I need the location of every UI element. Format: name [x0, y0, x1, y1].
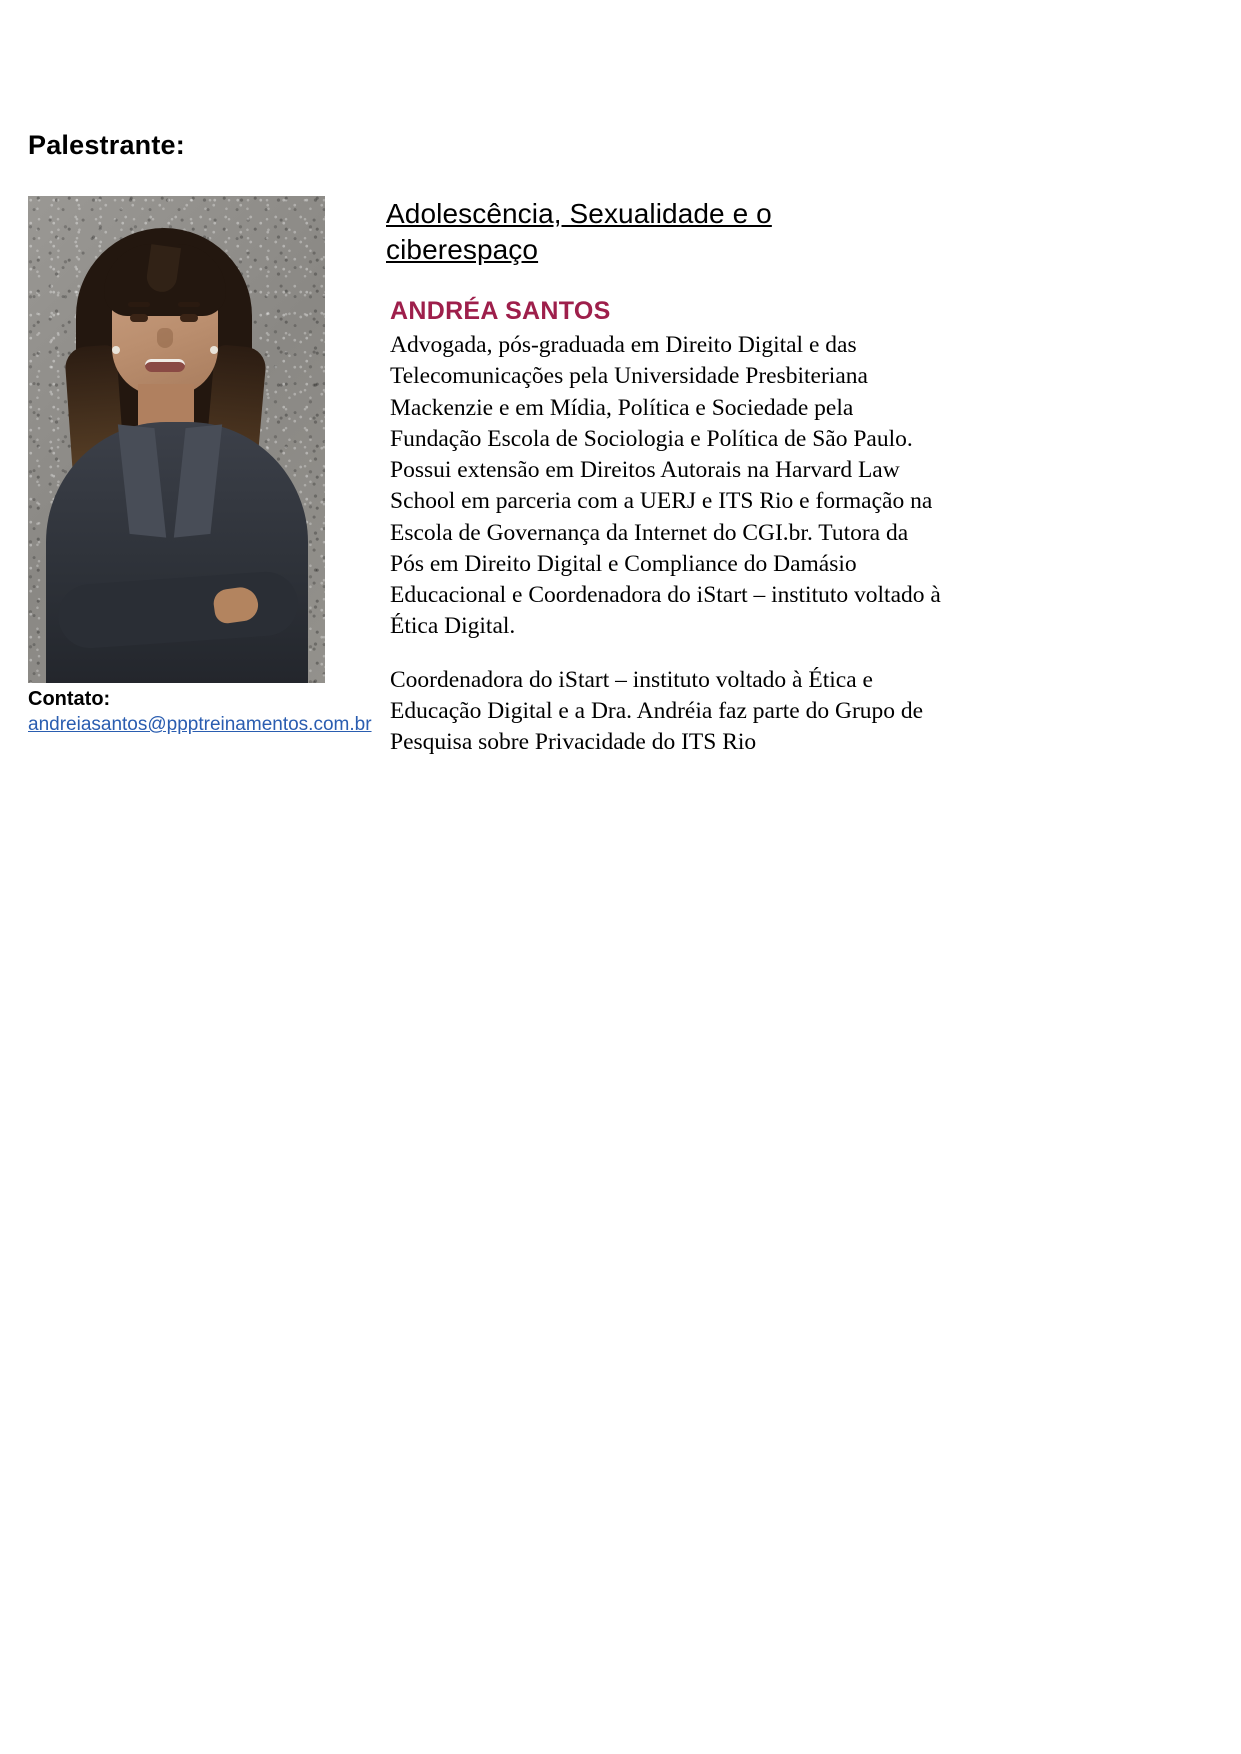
contact-email-link[interactable]: andreiasantos@ppptreinamentos.com.br	[28, 714, 372, 735]
bio-paragraph: Coordenadora do iStart – instituto voltado à Ética e Educação Digital e a Dra. Andréia faz parte do Grupo de Pesquisa sobre Privacidade do ITS Rio	[390, 666, 924, 755]
eyebrow-right-shape	[178, 302, 200, 307]
eyebrow-left-shape	[128, 302, 150, 307]
eye-right-shape	[180, 314, 198, 322]
nose-shape	[157, 328, 173, 348]
earring-right-shape	[210, 346, 218, 354]
eye-left-shape	[130, 314, 148, 322]
contact-label: Contato:	[28, 688, 111, 710]
page-title: Palestrante:	[28, 130, 185, 160]
speaker-bio	[390, 330, 945, 758]
earring-left-shape	[112, 346, 120, 354]
speaker-name: ANDRÉA SANTOS	[390, 297, 611, 325]
speaker-photo	[28, 196, 325, 683]
portrait-figure	[28, 196, 325, 683]
mouth-shape	[145, 359, 185, 372]
bio-paragraph: Advogada, pós-graduada em Direito Digital e das Telecomunicações pela Universidade Presbiteriana Mackenzie e em Mídia, Política e Sociedade pela Fundação Escola de Sociologia e Política de São Paulo. Possui extensão em Direitos Autorais na Harvard Law School em parceria com a UERJ e ITS Rio e formação na Escola de Governança da Internet do CGI.br. Tutora da Pós em Direito Digital e Compliance do Damásio Educacional e Coordenadora do iStart – instituto voltado à Ética Digital.	[390, 332, 941, 640]
talk-title: Adolescência, Sexualidade e o ciberespaço	[386, 198, 772, 265]
